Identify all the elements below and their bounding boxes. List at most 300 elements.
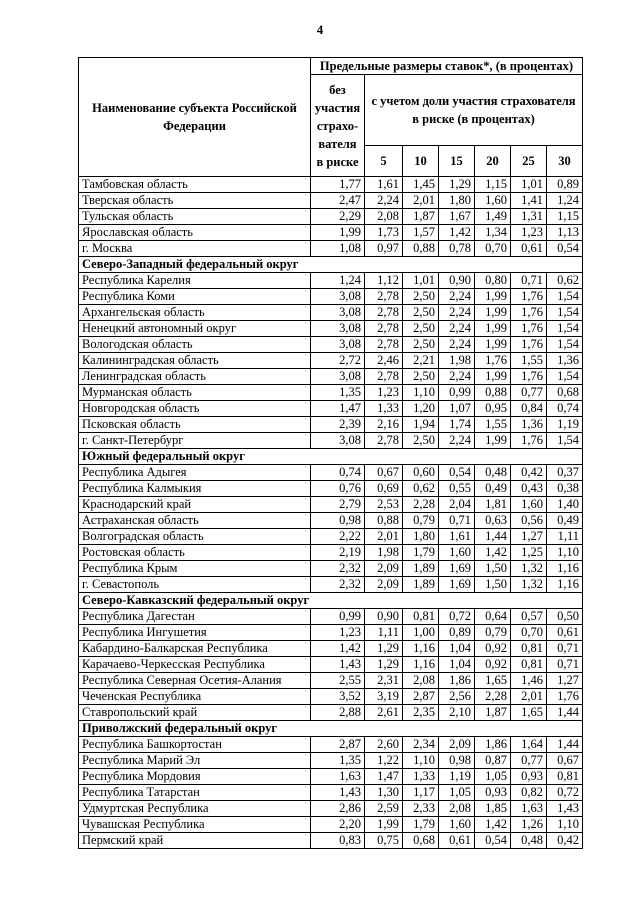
rate-share-cell: 0,61 [511, 241, 547, 257]
rate-share-cell: 2,09 [365, 577, 403, 593]
rate-share-cell: 3,19 [365, 689, 403, 705]
rate-share-cell: 1,60 [511, 497, 547, 513]
rate-share-cell: 0,71 [547, 641, 583, 657]
rate-share-cell: 2,56 [439, 689, 475, 705]
rate-share-cell: 1,73 [365, 225, 403, 241]
share-header-15: 15 [439, 146, 475, 177]
subject-name: Калининградская область [79, 353, 311, 369]
table-row [79, 305, 583, 321]
district-header-row [79, 721, 583, 737]
rate-share-cell: 2,78 [365, 433, 403, 449]
rate-without-participation: 0,99 [311, 609, 365, 625]
rate-share-cell: 0,71 [511, 273, 547, 289]
rate-share-cell: 1,80 [403, 529, 439, 545]
subject-name: Пермский край [79, 833, 311, 849]
limit-rates-header: Предельные размеры ставок*, (в процентах) [311, 58, 583, 75]
rate-share-cell: 1,85 [475, 801, 511, 817]
district-name: Северо-Кавказский федеральный округ [79, 593, 583, 609]
rate-share-cell: 2,16 [365, 417, 403, 433]
rate-share-cell: 2,01 [365, 529, 403, 545]
rate-share-cell: 1,76 [511, 289, 547, 305]
rate-share-cell: 1,47 [365, 769, 403, 785]
subject-name: Тамбовская область [79, 177, 311, 193]
rate-share-cell: 0,72 [439, 609, 475, 625]
rate-share-cell: 1,55 [511, 353, 547, 369]
rate-share-cell: 0,92 [475, 657, 511, 673]
table-row [79, 513, 583, 529]
rate-share-cell: 1,94 [403, 417, 439, 433]
table-row [79, 369, 583, 385]
rate-share-cell: 0,81 [547, 769, 583, 785]
table-row [79, 417, 583, 433]
rate-share-cell: 0,69 [365, 481, 403, 497]
rate-share-cell: 1,15 [475, 177, 511, 193]
table-row [79, 353, 583, 369]
rate-share-cell: 2,24 [439, 433, 475, 449]
rate-share-cell: 1,76 [511, 369, 547, 385]
rate-without-participation: 1,43 [311, 657, 365, 673]
rate-share-cell: 0,89 [439, 625, 475, 641]
rate-without-participation: 2,20 [311, 817, 365, 833]
subject-name: Тверская область [79, 193, 311, 209]
rate-share-cell: 0,88 [365, 513, 403, 529]
rate-share-cell: 1,99 [475, 305, 511, 321]
rate-share-cell: 2,78 [365, 369, 403, 385]
rate-share-cell: 0,57 [511, 609, 547, 625]
without-participation-header: без участия страхо-вателя в риске [311, 75, 365, 177]
table-row [79, 321, 583, 337]
rate-share-cell: 1,34 [475, 225, 511, 241]
rate-share-cell: 1,50 [475, 577, 511, 593]
rate-without-participation: 2,47 [311, 193, 365, 209]
rate-without-participation: 2,88 [311, 705, 365, 721]
rate-share-cell: 1,44 [547, 737, 583, 753]
rate-without-participation: 2,87 [311, 737, 365, 753]
rate-without-participation: 3,08 [311, 289, 365, 305]
district-name: Приволжский федеральный округ [79, 721, 583, 737]
rate-share-cell: 1,07 [439, 401, 475, 417]
table-row [79, 689, 583, 705]
rate-share-cell: 0,37 [547, 465, 583, 481]
rate-share-cell: 1,23 [511, 225, 547, 241]
rate-share-cell: 2,24 [439, 305, 475, 321]
rate-share-cell: 1,54 [547, 337, 583, 353]
rate-share-cell: 1,22 [365, 753, 403, 769]
rate-share-cell: 2,33 [403, 801, 439, 817]
table-row [79, 177, 583, 193]
rate-share-cell: 0,79 [475, 625, 511, 641]
table-body [79, 177, 583, 849]
rate-share-cell: 0,79 [403, 513, 439, 529]
rate-share-cell: 0,62 [547, 273, 583, 289]
rate-share-cell: 2,24 [439, 321, 475, 337]
rate-share-cell: 1,42 [439, 225, 475, 241]
rate-without-participation: 2,55 [311, 673, 365, 689]
rate-share-cell: 0,54 [475, 833, 511, 849]
rate-share-cell: 0,81 [403, 609, 439, 625]
table-row [79, 545, 583, 561]
rate-share-cell: 2,28 [475, 689, 511, 705]
subject-name: Кабардино-Балкарская Республика [79, 641, 311, 657]
rate-share-cell: 1,17 [403, 785, 439, 801]
rate-share-cell: 1,89 [403, 577, 439, 593]
rate-share-cell: 2,50 [403, 321, 439, 337]
subject-name: Республика Башкортостан [79, 737, 311, 753]
rate-share-cell: 2,87 [403, 689, 439, 705]
table-row [79, 225, 583, 241]
subject-name: Республика Калмыкия [79, 481, 311, 497]
rate-share-cell: 1,32 [511, 561, 547, 577]
rate-share-cell: 1,98 [439, 353, 475, 369]
district-name: Южный федеральный округ [79, 449, 583, 465]
rate-share-cell: 0,84 [511, 401, 547, 417]
table-row [79, 753, 583, 769]
rate-share-cell: 0,42 [547, 833, 583, 849]
rate-share-cell: 2,09 [439, 737, 475, 753]
rate-share-cell: 1,29 [439, 177, 475, 193]
rate-share-cell: 1,79 [403, 545, 439, 561]
rate-share-cell: 0,64 [475, 609, 511, 625]
table-row [79, 497, 583, 513]
rate-without-participation: 1,43 [311, 785, 365, 801]
rate-share-cell: 2,50 [403, 369, 439, 385]
rate-share-cell: 1,98 [365, 545, 403, 561]
rate-share-cell: 1,44 [547, 705, 583, 721]
rate-share-cell: 0,56 [511, 513, 547, 529]
rate-share-cell: 1,45 [403, 177, 439, 193]
rate-share-cell: 0,50 [547, 609, 583, 625]
rate-without-participation: 2,86 [311, 801, 365, 817]
rate-share-cell: 1,60 [439, 545, 475, 561]
table-row [79, 705, 583, 721]
rate-without-participation: 3,08 [311, 433, 365, 449]
rate-share-cell: 0,61 [439, 833, 475, 849]
table-row [79, 241, 583, 257]
rate-share-cell: 0,81 [511, 657, 547, 673]
subject-name: Ненецкий автономный округ [79, 321, 311, 337]
rate-without-participation: 3,08 [311, 369, 365, 385]
rate-share-cell: 1,99 [475, 321, 511, 337]
rate-share-cell: 2,28 [403, 497, 439, 513]
share-header-5: 5 [365, 146, 403, 177]
rate-share-cell: 0,54 [547, 241, 583, 257]
rate-share-cell: 0,81 [511, 641, 547, 657]
table-row [79, 641, 583, 657]
share-header-30: 30 [547, 146, 583, 177]
rate-share-cell: 1,05 [475, 769, 511, 785]
rate-share-cell: 1,16 [547, 561, 583, 577]
subject-name: Краснодарский край [79, 497, 311, 513]
rate-without-participation: 1,99 [311, 225, 365, 241]
rate-share-cell: 1,16 [547, 577, 583, 593]
insurance-rates-table [78, 57, 583, 849]
rate-share-cell: 1,12 [365, 273, 403, 289]
subject-name: Новгородская область [79, 401, 311, 417]
rate-without-participation: 2,22 [311, 529, 365, 545]
rate-share-cell: 1,05 [439, 785, 475, 801]
rate-without-participation: 1,23 [311, 625, 365, 641]
rate-share-cell: 2,24 [439, 289, 475, 305]
rate-share-cell: 0,93 [511, 769, 547, 785]
rate-share-cell: 1,16 [403, 641, 439, 657]
rate-share-cell: 1,89 [403, 561, 439, 577]
rate-share-cell: 0,60 [403, 465, 439, 481]
share-header-10: 10 [403, 146, 439, 177]
rate-share-cell: 2,34 [403, 737, 439, 753]
table-row [79, 785, 583, 801]
rate-share-cell: 0,48 [475, 465, 511, 481]
page-number: 4 [316, 22, 324, 37]
rate-share-cell: 1,81 [475, 497, 511, 513]
rate-share-cell: 1,32 [511, 577, 547, 593]
rate-without-participation: 1,63 [311, 769, 365, 785]
rate-share-cell: 1,61 [439, 529, 475, 545]
rate-share-cell: 2,01 [511, 689, 547, 705]
table-row [79, 833, 583, 849]
rate-without-participation: 3,08 [311, 321, 365, 337]
rate-share-cell: 1,60 [439, 817, 475, 833]
rate-share-cell: 0,89 [547, 177, 583, 193]
subject-name: Ленинградская область [79, 369, 311, 385]
rate-share-cell: 1,79 [403, 817, 439, 833]
rate-share-cell: 2,24 [439, 369, 475, 385]
rate-share-cell: 0,97 [365, 241, 403, 257]
rate-share-cell: 1,57 [403, 225, 439, 241]
district-header-row [79, 593, 583, 609]
table-row [79, 577, 583, 593]
rate-share-cell: 0,80 [475, 273, 511, 289]
rate-share-cell: 1,24 [547, 193, 583, 209]
subject-name: Республика Татарстан [79, 785, 311, 801]
rate-share-cell: 1,69 [439, 577, 475, 593]
rate-share-cell: 2,24 [365, 193, 403, 209]
subject-name: г. Москва [79, 241, 311, 257]
subject-name: Псковская область [79, 417, 311, 433]
rate-share-cell: 0,49 [547, 513, 583, 529]
rate-share-cell: 0,99 [439, 385, 475, 401]
rate-share-cell: 1,76 [511, 337, 547, 353]
share-header-25: 25 [511, 146, 547, 177]
rate-share-cell: 1,80 [439, 193, 475, 209]
subject-name: Ставропольский край [79, 705, 311, 721]
rate-share-cell: 1,65 [475, 673, 511, 689]
rate-share-cell: 1,99 [475, 369, 511, 385]
rate-share-cell: 1,54 [547, 289, 583, 305]
rate-share-cell: 1,42 [475, 545, 511, 561]
subject-name: Республика Дагестан [79, 609, 311, 625]
rate-share-cell: 1,10 [547, 545, 583, 561]
subject-name: Ярославская область [79, 225, 311, 241]
rate-share-cell: 1,33 [365, 401, 403, 417]
rate-share-cell: 0,78 [439, 241, 475, 257]
rate-share-cell: 0,68 [403, 833, 439, 849]
rate-share-cell: 1,41 [511, 193, 547, 209]
rate-without-participation: 2,72 [311, 353, 365, 369]
rate-without-participation: 1,42 [311, 641, 365, 657]
rate-without-participation: 3,08 [311, 305, 365, 321]
rate-share-cell: 1,16 [403, 657, 439, 673]
rate-share-cell: 0,70 [475, 241, 511, 257]
rate-share-cell: 0,48 [511, 833, 547, 849]
rate-share-cell: 2,50 [403, 305, 439, 321]
rate-share-cell: 1,10 [547, 817, 583, 833]
subject-name: Республика Коми [79, 289, 311, 305]
subject-name: Волгоградская область [79, 529, 311, 545]
subject-name: Карачаево-Черкесская Республика [79, 657, 311, 673]
rate-share-cell: 1,36 [547, 353, 583, 369]
rate-share-cell: 0,82 [511, 785, 547, 801]
rate-share-cell: 2,46 [365, 353, 403, 369]
rate-share-cell: 2,50 [403, 337, 439, 353]
rate-share-cell: 2,78 [365, 289, 403, 305]
rate-share-cell: 1,31 [511, 209, 547, 225]
table-row [79, 561, 583, 577]
rate-share-cell: 0,42 [511, 465, 547, 481]
table-header [79, 58, 583, 177]
rate-share-cell: 1,27 [547, 673, 583, 689]
rate-without-participation: 2,19 [311, 545, 365, 561]
rate-without-participation: 0,76 [311, 481, 365, 497]
rate-without-participation: 2,32 [311, 561, 365, 577]
subject-name: Республика Ингушетия [79, 625, 311, 641]
rate-share-cell: 0,87 [475, 753, 511, 769]
rate-share-cell: 1,20 [403, 401, 439, 417]
subject-name: Республика Северная Осетия-Алания [79, 673, 311, 689]
rate-share-cell: 1,64 [511, 737, 547, 753]
rate-share-cell: 1,63 [511, 801, 547, 817]
rate-share-cell: 0,71 [547, 657, 583, 673]
rate-share-cell: 1,67 [439, 209, 475, 225]
rate-without-participation: 1,08 [311, 241, 365, 257]
table-row [79, 193, 583, 209]
rate-share-cell: 2,08 [403, 673, 439, 689]
rate-share-cell: 1,43 [547, 801, 583, 817]
rate-share-cell: 1,76 [475, 353, 511, 369]
rate-share-cell: 2,53 [365, 497, 403, 513]
table-row [79, 273, 583, 289]
table-row [79, 625, 583, 641]
rate-share-cell: 1,29 [365, 641, 403, 657]
table-row [79, 337, 583, 353]
rate-share-cell: 1,76 [547, 689, 583, 705]
rate-share-cell: 1,10 [403, 753, 439, 769]
table-row [79, 737, 583, 753]
rate-share-cell: 1,36 [511, 417, 547, 433]
subject-name: Ростовская область [79, 545, 311, 561]
rate-share-cell: 1,76 [511, 433, 547, 449]
rate-without-participation: 0,74 [311, 465, 365, 481]
rate-without-participation: 0,98 [311, 513, 365, 529]
subject-name: Удмуртская Республика [79, 801, 311, 817]
rate-share-cell: 1,49 [475, 209, 511, 225]
rate-share-cell: 0,88 [475, 385, 511, 401]
rate-share-cell: 0,63 [475, 513, 511, 529]
rate-share-cell: 2,08 [365, 209, 403, 225]
rate-share-cell: 2,04 [439, 497, 475, 513]
rate-share-cell: 1,42 [475, 817, 511, 833]
rate-without-participation: 2,39 [311, 417, 365, 433]
rate-share-cell: 0,62 [403, 481, 439, 497]
table-row [79, 433, 583, 449]
rate-without-participation: 2,79 [311, 497, 365, 513]
rate-share-cell: 1,54 [547, 321, 583, 337]
rate-share-cell: 1,11 [547, 529, 583, 545]
rate-share-cell: 1,11 [365, 625, 403, 641]
rate-share-cell: 0,98 [439, 753, 475, 769]
table-row [79, 817, 583, 833]
rate-share-cell: 1,04 [439, 641, 475, 657]
rate-share-cell: 2,09 [365, 561, 403, 577]
table-row [79, 481, 583, 497]
rate-without-participation: 3,52 [311, 689, 365, 705]
table-row [79, 289, 583, 305]
rate-share-cell: 1,54 [547, 305, 583, 321]
rate-share-cell: 0,77 [511, 385, 547, 401]
rate-share-cell: 1,46 [511, 673, 547, 689]
subject-name: Республика Марий Эл [79, 753, 311, 769]
rate-share-cell: 1,54 [547, 369, 583, 385]
rate-share-cell: 1,55 [475, 417, 511, 433]
rate-without-participation: 1,77 [311, 177, 365, 193]
rate-share-cell: 0,75 [365, 833, 403, 849]
table-row [79, 673, 583, 689]
rate-share-cell: 2,50 [403, 433, 439, 449]
subject-name-header: Наименование субъекта Российской Федерации [79, 58, 311, 177]
subject-name: Архангельская область [79, 305, 311, 321]
rate-share-cell: 2,31 [365, 673, 403, 689]
rate-share-cell: 1,87 [403, 209, 439, 225]
rate-share-cell: 1,27 [511, 529, 547, 545]
rate-share-cell: 0,67 [547, 753, 583, 769]
rate-share-cell: 1,99 [475, 289, 511, 305]
rate-share-cell: 1,54 [547, 433, 583, 449]
subject-name: Республика Мордовия [79, 769, 311, 785]
rate-share-cell: 1,15 [547, 209, 583, 225]
rate-share-cell: 2,60 [365, 737, 403, 753]
table-row [79, 801, 583, 817]
rate-share-cell: 1,01 [403, 273, 439, 289]
rate-share-cell: 1,04 [439, 657, 475, 673]
rate-share-cell: 1,74 [439, 417, 475, 433]
rate-share-cell: 1,44 [475, 529, 511, 545]
rate-share-cell: 1,86 [475, 737, 511, 753]
rate-share-cell: 0,74 [547, 401, 583, 417]
subject-name: г. Санкт-Петербург [79, 433, 311, 449]
rate-share-cell: 1,65 [511, 705, 547, 721]
rate-share-cell: 1,19 [439, 769, 475, 785]
district-header-row [79, 449, 583, 465]
rate-share-cell: 0,68 [547, 385, 583, 401]
table-row [79, 209, 583, 225]
table-row [79, 385, 583, 401]
rate-share-cell: 2,10 [439, 705, 475, 721]
rate-share-cell: 1,29 [365, 657, 403, 673]
subject-name: Тульская область [79, 209, 311, 225]
rate-share-cell: 1,87 [475, 705, 511, 721]
rate-share-cell: 1,25 [511, 545, 547, 561]
rate-share-cell: 0,90 [365, 609, 403, 625]
rate-share-cell: 1,10 [403, 385, 439, 401]
rate-share-cell: 0,61 [547, 625, 583, 641]
district-header-row [79, 257, 583, 273]
rate-share-cell: 1,69 [439, 561, 475, 577]
rate-share-cell: 2,01 [403, 193, 439, 209]
rate-share-cell: 0,55 [439, 481, 475, 497]
rate-share-cell: 1,01 [511, 177, 547, 193]
subject-name: Республика Крым [79, 561, 311, 577]
district-name: Северо-Западный федеральный округ [79, 257, 583, 273]
rate-share-cell: 0,49 [475, 481, 511, 497]
